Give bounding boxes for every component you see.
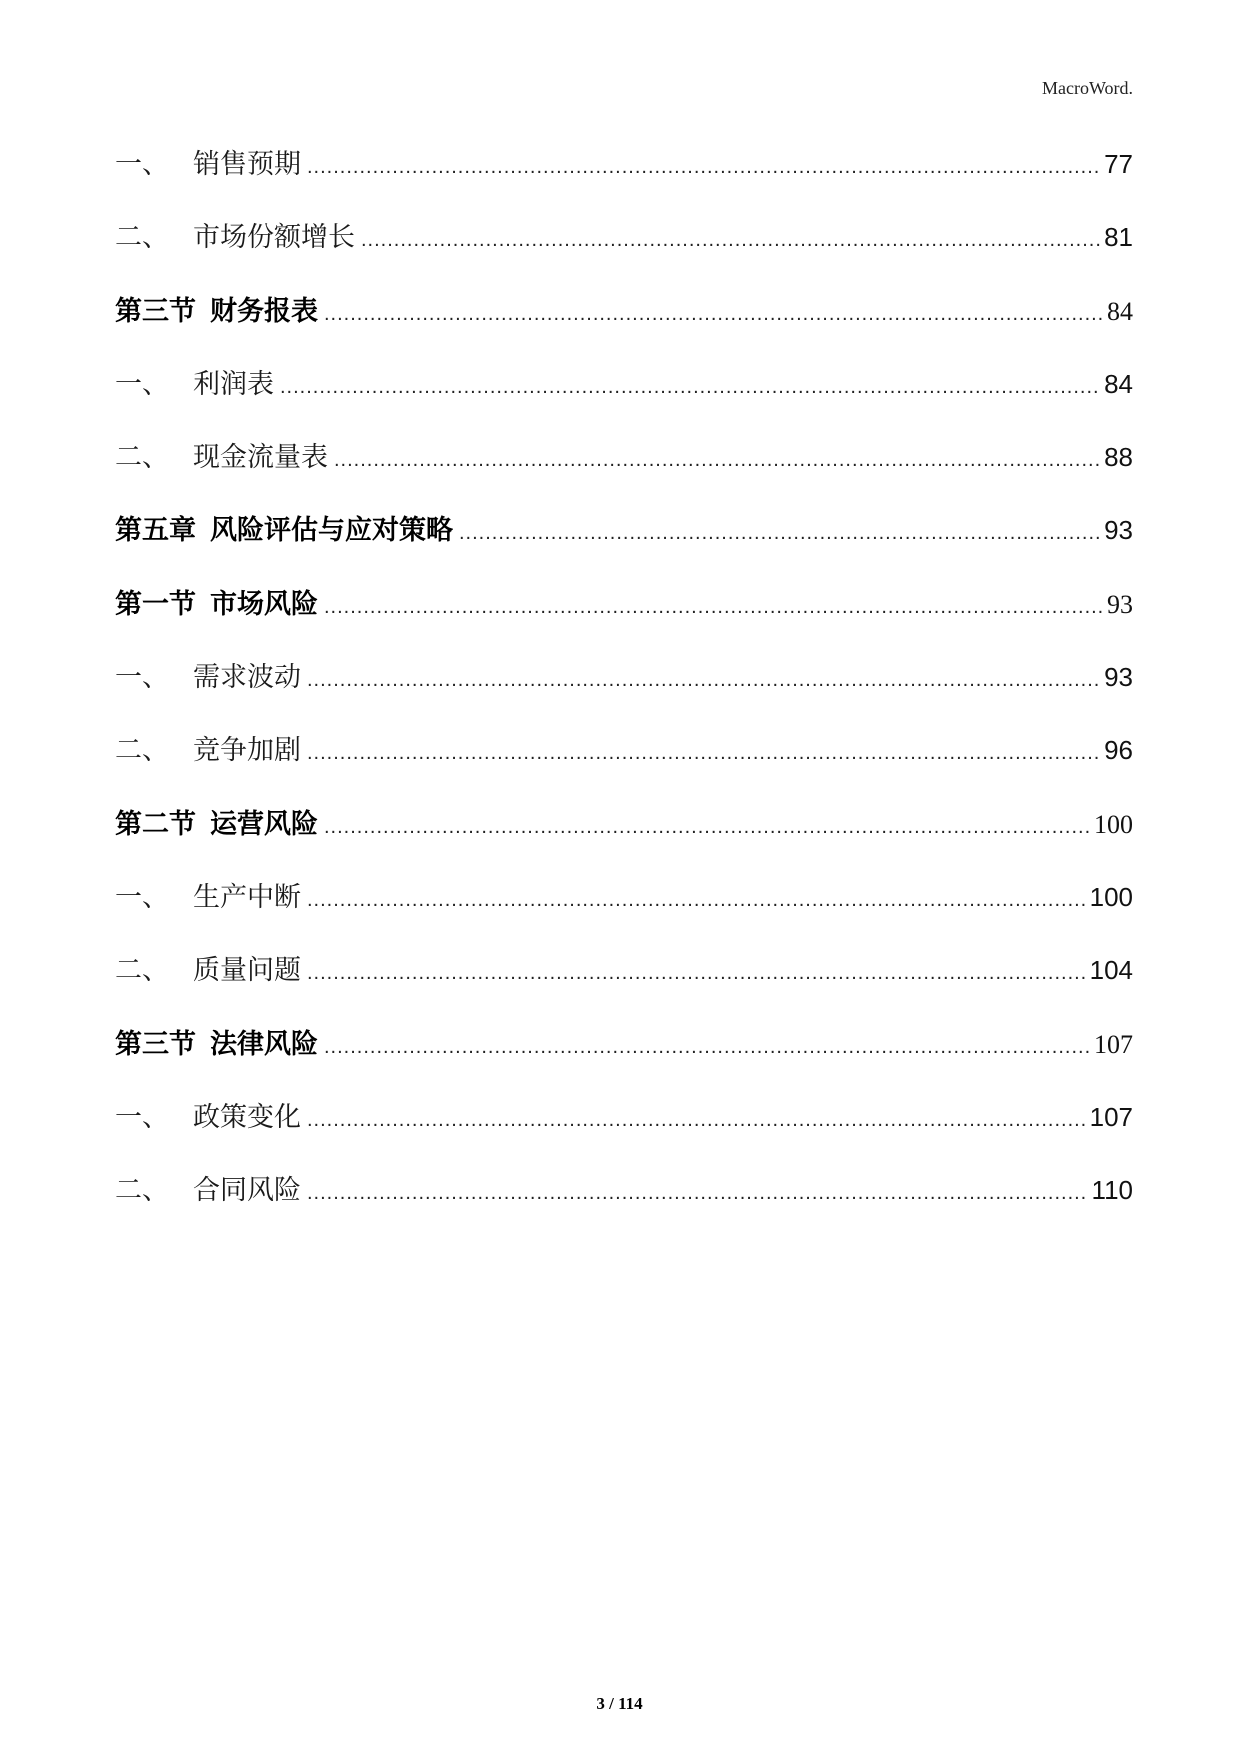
dot-leader [324,303,1103,326]
toc-entry-title: 现金流量表 [193,442,328,474]
toc-entry-number: 一、 [115,149,169,180]
toc-entry-title: 销售预期 [193,149,301,180]
toc-page-number: 93 [1104,515,1133,546]
toc-entry-number: 一、 [115,881,169,913]
toc-section-entry[interactable] [115,289,1133,362]
toc-section-number: 第一节 [115,588,196,620]
dot-leader [307,156,1100,179]
dot-leader [280,376,1100,399]
document-header: MacroWord. [1041,78,1133,98]
toc-page-number: 84 [1107,296,1133,326]
toc-page-number: 100 [1094,809,1133,839]
toc-page-number: 93 [1104,662,1133,693]
toc-entry-number: 二、 [115,955,169,987]
dot-leader [307,889,1086,912]
dot-leader [307,1182,1088,1205]
dot-leader [307,669,1100,692]
toc-entry[interactable] [115,655,1133,728]
toc-page-number: 84 [1104,368,1133,399]
toc-entry[interactable] [115,215,1133,288]
dot-leader [361,229,1100,252]
toc-entry-title: 竞争加剧 [193,735,301,767]
toc-entry[interactable] [115,948,1133,1021]
toc-page-number: 107 [1094,1029,1133,1059]
toc-section-entry[interactable] [115,802,1133,875]
page-indicator: 3 / 114 [596,1694,643,1713]
toc-entry-title: 质量问题 [193,955,301,987]
toc-page-number: 96 [1104,735,1133,766]
dot-leader [307,742,1100,765]
toc-section-title: 市场风险 [210,588,318,620]
dot-leader [324,596,1103,619]
dot-leader [334,449,1100,472]
toc-entry[interactable] [115,728,1133,801]
toc-section-number: 第三节 [115,1028,196,1060]
toc-page-number: 100 [1089,881,1133,912]
toc-chapter-number: 第五章 [115,515,196,547]
toc-entry[interactable] [115,1095,1133,1168]
toc-entry[interactable] [115,362,1133,435]
toc-entry-number: 二、 [115,735,169,767]
toc-page-number: 110 [1091,1175,1133,1206]
toc-chapter-entry[interactable] [115,508,1133,581]
toc-chapter-title: 风险评估与应对策略 [210,515,453,547]
toc-section-title: 财务报表 [210,295,318,327]
toc-section-title: 运营风险 [210,808,318,840]
toc-page-number: 81 [1104,222,1133,253]
dot-leader [307,1109,1086,1132]
toc-page-number: 104 [1089,955,1133,986]
toc-entry[interactable] [115,1168,1133,1241]
toc-entry[interactable] [115,435,1133,508]
toc-entry-number: 二、 [115,442,169,474]
table-of-contents [115,142,1133,1241]
toc-entry-title: 合同风险 [193,1175,301,1207]
toc-entry-number: 二、 [115,222,169,254]
toc-page-number: 77 [1104,149,1133,179]
toc-section-number: 第二节 [115,808,196,840]
dot-leader [459,522,1100,545]
toc-entry-number: 一、 [115,1101,169,1133]
toc-entry-title: 生产中断 [193,881,301,913]
toc-entry-title: 需求波动 [193,662,301,694]
toc-page-number: 88 [1104,442,1133,473]
toc-page-number: 107 [1089,1101,1133,1132]
toc-page-number: 93 [1107,589,1133,619]
toc-section-number: 第三节 [115,295,196,327]
toc-entry[interactable] [115,142,1133,215]
toc-entry-title: 利润表 [193,368,274,400]
toc-entry-title: 市场份额增长 [193,222,355,254]
toc-entry-number: 一、 [115,662,169,694]
toc-section-title: 法律风险 [210,1028,318,1060]
toc-section-entry[interactable] [115,1022,1133,1095]
dot-leader [324,816,1090,839]
toc-entry-number: 二、 [115,1175,169,1207]
dot-leader [324,1036,1090,1059]
toc-entry[interactable] [115,875,1133,948]
toc-entry-number: 一、 [115,368,169,400]
dot-leader [307,962,1086,985]
toc-section-entry[interactable] [115,582,1133,655]
toc-entry-title: 政策变化 [193,1101,301,1133]
